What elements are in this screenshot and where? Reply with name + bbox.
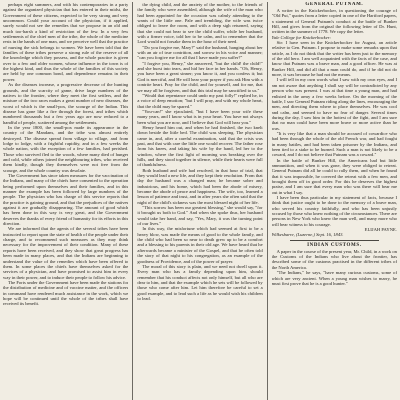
paragraph: "You-can!" she ejaculated, "but I have been your wife these many years, and I know what is in your heart. You have not always been what you are now, and I believe that God will hear you.": [137, 108, 263, 125]
paragraph: I have been thus particular in my statement of facts, because I think that justice ought to be done to the memory of a brave man, who served his country faithfully, and who has been unjustly accused by those who knew nothing of the circumstances. There are persons in New York who knew the man well, and many more who will bear witness to his courage.: [271, 195, 397, 227]
paragraph: perhaps eight summers, and with his contemporaries in a party against the organized physician that has entered in their midst, the Government of these citizens, expected to be very strong and very uncommon. Could your account of the physician, if it applied, surely would not see the remedies that we propose in an old and much too-harsh a kind of restriction of the few. In a very few settlements of the chief men of the tribe, the whole of the medicine rests in the hands of one man, and we perceive well that the practice of nursing the sick belongs to women. We have been told that the families of these tribes preserve a strong rule of the reserve of all the knowledge which they possess, and the whole practice is given over to a few and older women, whose influence in the town is of the highest kind, and thus the whole of the families of this society are held by one common bond, and dependence remains in their power.: [3, 2, 129, 82]
dateline: Wilkesbarre, (Luzerne,) Sept. 16, 1843.: [271, 232, 344, 238]
article-heading: GENERAL PUTNAM.: [305, 2, 364, 7]
paragraph: "This sorrow has been our greatest blessing," she would say, "for it brought us both to God." And when she spoke thus, her husband would take her hand, and say, "Yes, Mary, it was the turning point of our lives.": [137, 205, 263, 227]
paragraph: "I forgive you, Henry," she answered, "but the child! the child!" and she burst into tears, and hid her face in her hands. "Oh, Henry, you have been a great sinner; you know it, and you confess it; but God is merciful, and He will hear your prayer if you ask Him with a contrite heart. Pray for the child, and for yourself, and for me, that we may all be forgiven, and that this trial may be sanctified to us.": [137, 60, 263, 93]
paragraph: "It is very like that a man should be accused of cowardice who had been through the whole of the old French war, and had fought in many battles, and had been taken prisoner by the Indians, and been tied to a stake to be burned. Such a man is not likely to be a coward, and I do not believe that Putnam was a coward.": [271, 130, 397, 158]
paragraph: In this way, the misfortune which had seemed at first to be a heavy blow, was made the means of good to the whole family, and the child who had been so near to death grew up to be a comfort and a blessing to his parents in their old age. We have heard that he afterwards became a minister of the Gospel, and that he often told the story of that night to his congregation, as an example of the goodness of Providence, and of the power of prayer.: [137, 226, 263, 264]
paragraph: "Do you forgive me, Mary?" said the husband, hanging about her with an air of true contrition, and sorrow in his voice and manner; "can you forgive me for all that I have made you suffer?": [137, 44, 263, 61]
paragraph: I will tell in my own words what I saw with my own eyes, and I am not aware that anything I shall say will be contradicted by any person who was present. I was at that time a young man, and had enlisted in the army a few weeks before. On the morning of the battle, I saw General Putnam riding along the lines, encouraging the men, and directing them where to place themselves. He was cool and calm, and seemed to have no fear of danger. Several times during the day, I saw him in the hottest of the fight, and I am sure that no man could have been more brave or more active than he was.: [271, 77, 397, 131]
section-separator: [290, 240, 379, 241]
paragraph: "Would that repentance could undo my past folly!" replied he, in a voice of deep emotion; "but I will pray, and with my whole heart, that the child may be spared.": [137, 92, 263, 109]
paragraph: Sir: I have seen in the Knickerbocker for August, an article relative to Gen. Putnam. I propose to make some remarks upon that article, as I do not think that the writer has been just to the memory of the old hero. I am well acquainted with the facts of the case, and know that Putnam was a brave man, and a good officer. He was at Bunker Hill, and did all that a man could do, and if he did not do more, it was because he had not the means.: [271, 40, 397, 78]
paragraph: In the year 1800, the small-pox made its appearance in the country of the Mandans, and the tribe was almost entirely destroyed. The disease spread from village to village, and from lodge to lodge, with a frightful rapidity, and in a few weeks the whole nation, with the exception of a few families, had perished. Those who survived fled to the woods, where many died of hunger and cold, while others joined the neighbouring tribes, who received them kindly, though they themselves were not free from the scourge, and the whole country was desolate.: [3, 124, 129, 173]
paragraph: The Forts under the Government have been made the stations for the distribution of medicine and of vaccine matter, and the officers in command have rendered much assistance in the work, which we hope will be continued until the whole of the tribes shall have received its benefit.: [3, 279, 129, 307]
paragraph: A paper in the course of the present year, Mr. Child, in a work on the Customs of the Indians who live about the frontier, has described some of the customs practised in the different tribes of the North America.: [271, 248, 397, 270]
paragraph: Henry heard him out, and when he had finished, the two knelt down beside the little bed. The child was sleeping. The physician came in, and, after a careful examination, said that the crisis was past, and that with care the little one would recover. The father rose from his knees, and taking his wife by the hand, led her to the window, where the first light of morning was breaking over the hills, and they stood together in silence, while their hearts were full of thankfulness.: [137, 124, 263, 168]
paragraph: "The Indians," he says, "have many curious customs, some of which are very ancient. When a young man wishes to marry, he must first prove that he is a good hunter.": [271, 270, 397, 286]
text-column-2: [137, 2, 262, 400]
text-column-1: [3, 2, 128, 400]
paragraph: The moral of this story is plain, and we need not dwell upon it. Every man who has a family depending upon him, should remember that his conduct affects not only himself, but all who are dear to him, and that the example which he sets will be followed by those who come after him. Let him therefore be careful to set a good example, and to lead such a life as he would wish his children to lead.: [137, 263, 263, 301]
column-rule: [132, 2, 133, 400]
paragraph: A writer in the Knickerbocker, in questioning the courage of "Old Put," quotes from a letter copied in one of the Hartford papers, a statement of General Putnam's conduct at the battle of Bunker Hill, and gives from the original the following letter of Dr. Hunt, written in the summer of 1778. We copy the letter.: [271, 8, 397, 35]
paragraph: Both husband and wife had resolved, in that hour of trial, that they would lead a new life, and they kept their resolution. From that day the husband was a changed man; he became sober and industrious, and his home, which had been the abode of misery, became the abode of peace and happiness. The wife, too, learned a lesson of patience and trust, and in after years she often said that the night of the child's sickness was the most blessed night of her life.: [137, 167, 263, 205]
column-rule: [267, 2, 268, 400]
dateline: Yale College for Knickerbocker:: [271, 34, 332, 40]
paragraph: As the diseases increase, a progressive decrease of the hunting grounds, and the scarcity of game, drive large numbers of the natives to the frontier, where they meet the first settlers, and the mixture of the two races makes a great number of new diseases, the worst of which is the small-pox, the scourge of the Indian. This disease has gone like a fire through the forest, and tribes which numbered thousands but a few years ago are now reduced to a handful of people, scattered among the settlements.: [3, 82, 129, 125]
article-heading: INDIAN CUSTOMS.: [307, 242, 362, 248]
text-column-3: [272, 2, 397, 400]
paragraph: The Government has since taken measures for the vaccination of the Indians, and many of the chiefs have consented to the operation being performed upon themselves and their families, and in this manner the example has been followed by large numbers of the people. The physician who has charge of this service reports that the practice is gaining ground, and that the prejudices of the natives against it are gradually disappearing. The amount of good which has been done in this way is very great, and the Government deserves the thanks of every friend of humanity for its efforts in this direction.: [3, 173, 129, 227]
paragraph: In the battle of Bunker Hill, the Americans had but little ammunition, and when it was gone, they were obliged to retreat. General Putnam did all he could to rally them, and when he found that it was impossible, he covered the retreat with a few men, and brought them off in good order. For this he deserves the highest praise, and I am sure that every man who was there will bear me out in what I say.: [271, 157, 397, 195]
paragraph: the dying child, and the anxiety of the mother, to the friends of the family who were assembled, although the wife of the man who had been appointed for the occasion was calmly attending to the wants of the little one. Pale and trembling, the wife was twice obliged to leave the room, and with a deep sigh returned, saying that she could not bear to see the child suffer, while her husband, with a firmer voice, told her to be calm, and to remember that the Lord would not forsake them in the hour of their need.: [137, 2, 263, 45]
signature: ELIJAH PAYNE.: [364, 227, 397, 233]
paragraph: We are informed that the agents of the several tribes have been instructed to report upon the state of health of the people under their charge, and to recommend such measures as they may think necessary for the improvement of their condition. Many of these reports have been received, and they show that great progress has been made in many places, and that the Indians are beginning to understand the value of the remedies which have been offered to them. In some places the chiefs have themselves asked for the services of a physician, and have promised to assist him in every way in their power, and to induce their people to follow his advice.: [3, 226, 129, 280]
